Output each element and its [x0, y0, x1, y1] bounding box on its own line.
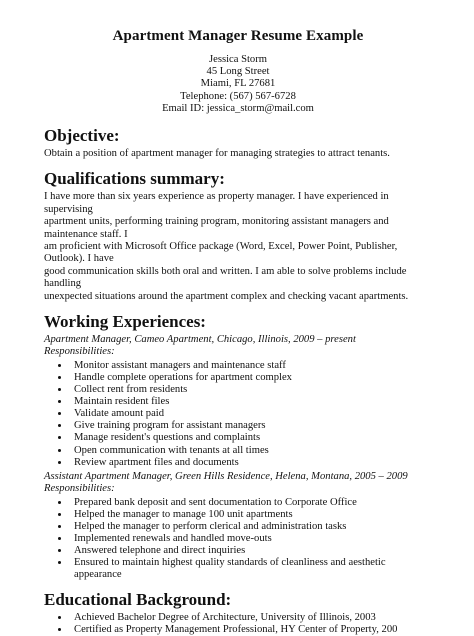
- list-item: • Handle complete operations for apartment complex: [70, 372, 432, 384]
- list-item: • Manage resident's questions and complaints: [70, 432, 432, 444]
- list-item: • Collect rent from residents: [70, 384, 432, 396]
- list-item: • Implemented renewals and handled move-outs: [70, 533, 432, 545]
- qualifications-line: good communication skills both oral and written. I am able to solve problems include handling: [44, 265, 407, 290]
- objective-heading: Objective:: [44, 126, 120, 146]
- contact-city: Miami, FL 27681: [200, 78, 276, 90]
- list-item: • Give training program for assistant managers: [70, 420, 432, 432]
- list-item: • Achieved Bachelor Degree of Architecture, University of Illinois, 2003: [70, 612, 432, 624]
- list-item: • Validate amount paid: [70, 408, 432, 420]
- list-item: • Maintain resident files: [70, 396, 432, 408]
- contact-email: Email ID: jessica_storm@mail.com: [162, 102, 314, 114]
- work-heading: Working Experiences:: [44, 312, 206, 332]
- list-item: • Answered telephone and direct inquiries: [70, 545, 432, 557]
- contact-name: Jessica Storm: [209, 54, 267, 65]
- qualifications-heading: Qualifications summary:: [44, 169, 225, 189]
- qualifications-text: [44, 191, 432, 303]
- contact-street: 45 Long Street: [206, 66, 270, 78]
- list-item: • Review apartment files and documents: [70, 457, 432, 469]
- education-heading: Educational Background:: [44, 590, 232, 610]
- job-entry: [44, 471, 432, 581]
- job-entry: [44, 334, 432, 469]
- contact-telephone: Telephone: (567) 567-6728: [180, 90, 296, 102]
- education-list: [44, 612, 432, 636]
- list-item: • Helped the manager to perform clerical and administration tasks: [70, 521, 432, 533]
- qualifications-line: am proficient with Microsoft Office package (Word, Excel, Power Point, Publisher, Outlook). I have: [44, 241, 398, 265]
- list-item: • Monitor assistant managers and maintenance staff: [70, 360, 432, 372]
- contact-block: [44, 54, 432, 115]
- list-item: • Ensured to maintain highest quality standards of cleanliness and aesthetic appearance: [70, 557, 432, 581]
- qualifications-line: apartment units, performing training program, monitoring assistant managers and maintenance staff. I: [44, 216, 389, 240]
- responsibilities-label: Responsibilities:: [44, 346, 115, 358]
- list-item: • Open communication with tenants at all times: [70, 445, 432, 457]
- job-title: Apartment Manager, Cameo Apartment, Chicago, Illinois, 2009 – present: [44, 334, 356, 346]
- job-title: Assistant Apartment Manager, Green Hills Residence, Helena, Montana, 2005 – 2009: [44, 470, 408, 482]
- list-item: • Helped the manager to manage 100 unit apartments: [70, 509, 432, 521]
- list-item: • Prepared bank deposit and sent documentation to Corporate Office: [70, 497, 432, 509]
- responsibilities-label: Responsibilities:: [44, 483, 115, 495]
- responsibilities-list: [44, 497, 432, 582]
- objective-text: Obtain a position of apartment manager for managing strategies to attract tenants.: [44, 148, 390, 160]
- list-item: • Certified as Property Management Professional, HY Center of Property, 200: [70, 624, 432, 636]
- qualifications-line: unexpected situations around the apartment complex and checking vacant apartments.: [44, 290, 409, 302]
- document-title: Apartment Manager Resume Example: [112, 28, 364, 44]
- qualifications-line: I have more than six years experience as property manager. I have experienced in supervising: [44, 191, 389, 215]
- responsibilities-list: [44, 360, 432, 469]
